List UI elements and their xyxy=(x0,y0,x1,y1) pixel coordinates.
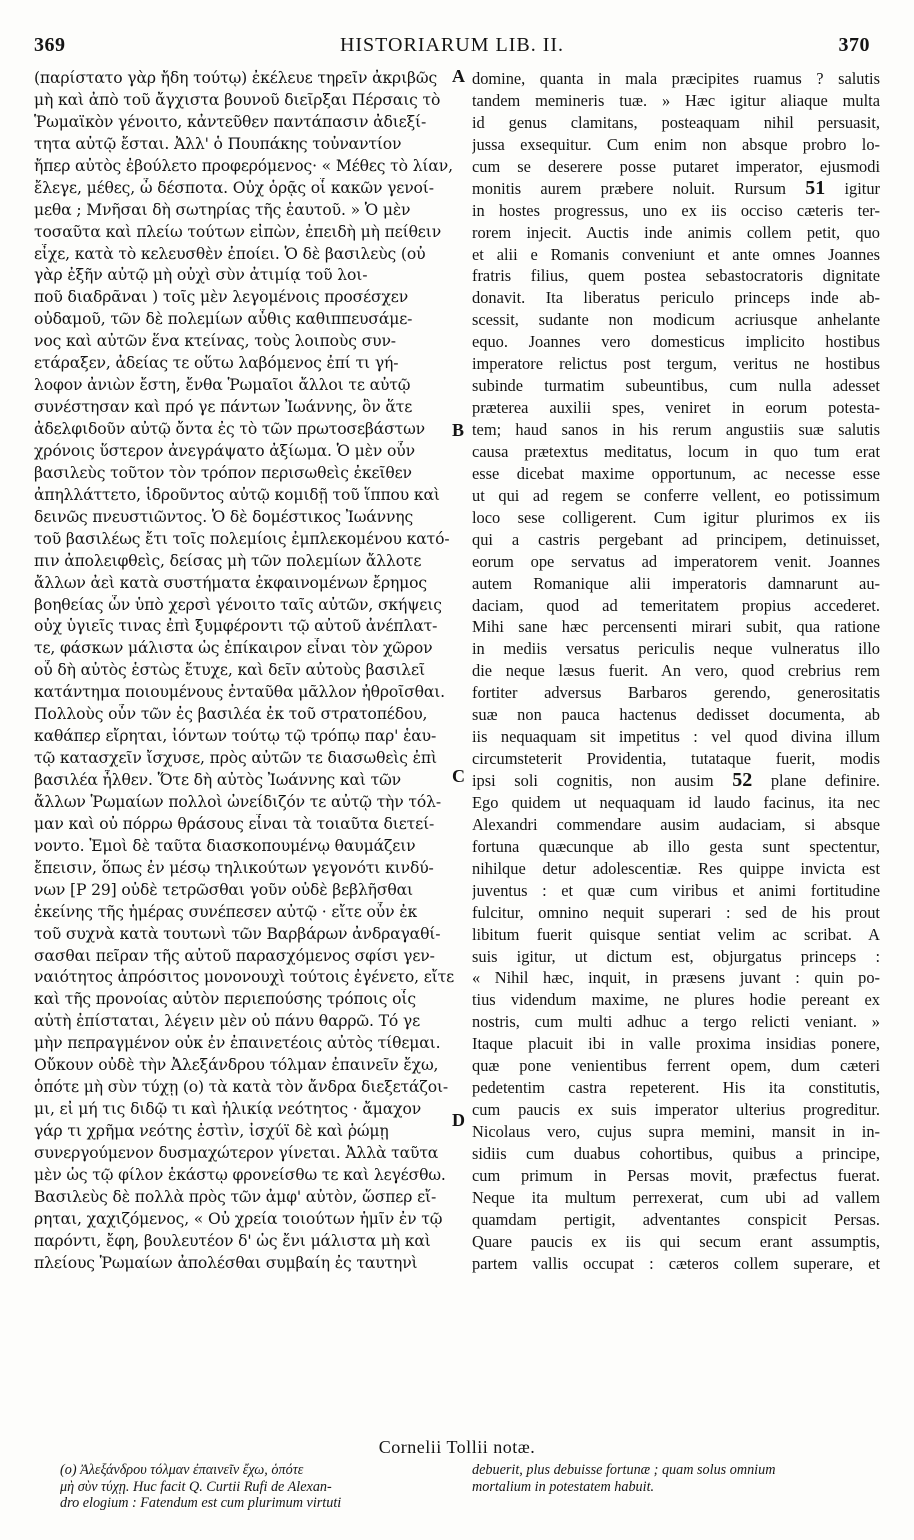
greek-text-line: μὴ καὶ ἀπὸ τοῦ ἄγχιστα βουνοῦ διεῖρξαι Πέρσαις τὸ xyxy=(34,90,441,109)
latin-text-line: sidiis cum duabus cohortibus, quibus a principe, xyxy=(472,1143,880,1163)
greek-text-line: αὐτὴ ἐπίσταται, λέγειν μὲν οὐ πάνυ θαρρῶ. Τό γε xyxy=(34,1012,420,1031)
greek-text-line: παρόντι, ἔφη, βουλευτέον δ' ὡς ἔνι μάλιστα μὴ καὶ xyxy=(34,1231,431,1250)
latin-text-line: Nicolaus vero, cujus supra memini, mansit in in- xyxy=(472,1122,880,1141)
latin-text-line: equo. Joannes vero domesticus implicito hostibus xyxy=(472,332,880,352)
greek-text-line: οὐδαμοῦ, τῶν δὲ πολεμίων αὖθις καθιππευσάμε- xyxy=(34,310,413,329)
latin-text-line: suis igitur, ut dictum est, objurgatus princeps : xyxy=(472,946,880,966)
margin-marker-c: C xyxy=(452,766,465,786)
latin-text-line: circumsteterit Providentia, tutataque fuerit, modis xyxy=(472,749,880,769)
note-line: μὴ σὺν τύχῃ. Huc facit Q. Curtii Rufi de Alexan- xyxy=(60,1478,332,1495)
page-reference-number: 51 xyxy=(805,177,826,199)
latin-text-line: nostris, cum multi adhuc a tergo relicti veniant. » xyxy=(472,1012,880,1032)
latin-text-line: esse dicebat maxime opportunum, ac necesse esse xyxy=(472,463,880,483)
margin-marker-d: D xyxy=(452,1110,465,1130)
latin-text-line: tem; haud sanos in his rerum angustiis suæ salutis xyxy=(472,420,880,439)
latin-text-line: monitis aurem præbere noluit. Rursum 51 igitur xyxy=(472,177,880,199)
note-line: mortalium in potestatem habuit. xyxy=(472,1478,655,1495)
greek-text-line: λοφον ἀνιὼν ἔστη, ἔνθα Ῥωμαῖοι ἄλλοι τε αὐτῷ xyxy=(34,376,411,395)
greek-text-line: μὲν ὡς τῷ φίλον ἑκάστῳ φρονείσθω τε καὶ λεγέσθω. xyxy=(34,1165,446,1184)
greek-text-line: μι, εἰ μή τις διδῷ τι καὶ ἡλικίᾳ νεότητος · ἄμαχον xyxy=(34,1100,422,1119)
page-reference-number: 52 xyxy=(732,770,753,791)
latin-text-line: in hostes progressus, uno ex iis occiso cæteris ter- xyxy=(472,200,880,220)
latin-text-line: loco sese colligerent. Cum igitur plurimos ex iis xyxy=(472,507,880,527)
greek-text-line: καθάπερ εἴρηται, ἰόντων τούτῳ τῷ τρόπῳ παρ' ἑαυ- xyxy=(34,727,437,746)
greek-text-line: Οὔκουν οὐδὲ τὴν Ἀλεξάνδρου τόλμαν ἐπαινεῖν ἔχω, xyxy=(34,1056,439,1075)
greek-text-line: τῷ κατασχεῖν ἴσχυσε, πρὸς αὐτῶν τε διασωθεὶς ἐπὶ xyxy=(34,749,437,768)
greek-text-line: Ῥωμαϊκὸν γένοιτο, κἀντεῦθεν παντάπασιν ἀδιεξί- xyxy=(34,112,427,131)
greek-text-line: χρόνοις ὕστερον ἀνεγράψατο ἀξίωμα. Ὁ μὲν οὖν xyxy=(34,441,415,460)
latin-text-line: causa prætextus meditatus, locum in quo tum erat xyxy=(472,441,880,461)
latin-text-line: præterea auxilii spes, veniret in eorum potesta- xyxy=(472,398,880,418)
notes-title: Cornelii Tollii notæ. xyxy=(378,1437,536,1457)
latin-text-line: autem Romanique alii imperatoris damnarunt au- xyxy=(472,573,880,593)
notes-left-column xyxy=(60,1462,452,1512)
greek-text-line: ἀπηλλάττετο, ἱδροῦντος αὐτῷ κομιδῇ τοῦ ἵππου καὶ xyxy=(34,485,440,504)
greek-text-line: μὴν πεπραγμένον οὐκ ἐν ἐπαινετέοις αὐτὸς τίθεμαι. xyxy=(34,1034,441,1053)
greek-text-line: ναιότητος ἀπρόσιτος μονονουχὶ τούτοις ἐγένετο, εἴτε xyxy=(34,968,455,987)
latin-text-line: « Nihil hæc, inquit, in præsens juvant : quin po- xyxy=(472,968,880,988)
greek-text-line: ετάραξεν, ἀδείας τε οὕτω λαβόμενος ἐπί τι γή- xyxy=(34,354,399,373)
latin-text-line: fortiter adversus Barbaros gerendo, generositatis xyxy=(472,683,880,703)
latin-text-line: fulcitur, omnino nequit superari : sed de his prout xyxy=(472,902,880,922)
latin-text-line: libitum fuerit quisque sentiat velim ac scribat. A xyxy=(472,924,880,944)
note-line: (o) Ἀλεξάνδρου τόλμαν ἐπαινεῖν ἔχω, ὁπότε xyxy=(60,1462,304,1478)
greek-text-line: ἄλλων Ῥωμαίων πολλοὶ ὠνείδιζόν τε αὐτῷ τὴν τόλ- xyxy=(34,792,441,811)
greek-text-line: οὐχ ὑγιεῖς τινας ἐπὶ ξυμφέροντι τῷ αὐτοῦ ἀνέπλατ- xyxy=(34,617,438,636)
greek-text-line: καὶ τῆς προνοίας αὐτὸν περιεπούσης τρόποις οἷς xyxy=(34,990,416,1009)
greek-text-line: ἤπερ αὐτὸς ἐβούλετο προφερόμενος· « Μέθες τὸ λίαν, xyxy=(34,156,453,175)
latin-text-line: cum paucis ex suis imperator ulterius progreditur. xyxy=(472,1100,880,1120)
greek-text-line: ἄλλων ἀεὶ κατὰ συστήματα ἐκφαινομένων ἔρημος xyxy=(34,573,427,592)
latin-text-line: daciam, quod ad temeritatem propius accederet. xyxy=(472,595,880,615)
running-title: HISTORIARUM LIB. II. xyxy=(339,34,565,56)
latin-text-line: Quare paucis ex iis qui secum erant assumptis, xyxy=(472,1231,880,1251)
latin-text-line: domine, quanta in mala præcipites ruamus ? salutis xyxy=(472,69,880,88)
latin-text-line: jussa exsequitur. Cum enim non absque probro lo- xyxy=(472,134,880,154)
latin-text-line: rorem injecit. Auctis inde animis collem petit, quo xyxy=(472,222,880,242)
greek-text-line: τητα αὐτῷ ἔσται. Ἀλλ' ὁ Πουπάκης τοὐναντίον xyxy=(34,134,402,153)
latin-text-line: nihilque detur adolescentiæ. Res quippe invicta est xyxy=(472,858,880,878)
greek-text-line: ποῦ διαδρᾶναι ) τοῖς μὲν λεγομένοις προσέσχεν xyxy=(34,288,409,307)
latin-text-line: pedetentim castra repeterent. His ita constitutis, xyxy=(472,1078,880,1098)
note-line: debuerit, plus debuisse fortunæ ; quam solus omnium xyxy=(472,1462,776,1478)
latin-text-line: qui a castris pergebant ad principem, detinuisset, xyxy=(472,529,880,549)
latin-text-line: eorum ope servatus ad imperatorem venit. Joannes xyxy=(472,551,880,571)
greek-text-column xyxy=(34,68,455,1275)
page-header xyxy=(34,34,870,60)
latin-text-line: subinde turmatim subeuntibus, cum nulla adesset xyxy=(472,376,880,396)
page-number-right: 370 xyxy=(838,34,870,56)
latin-text-line: suæ non pauca hactenus dedisset documenta, ab xyxy=(472,705,880,725)
latin-text-line: Mihi sane hæc percensenti mirari subit, qua ratione xyxy=(472,617,880,637)
page-number-left: 369 xyxy=(34,34,66,56)
latin-text-line: in mediis versatus periculis neque vulneratus illo xyxy=(472,639,880,659)
margin-marker-a: A xyxy=(452,66,465,86)
margin-marker-b: B xyxy=(452,420,465,440)
greek-text-line: εἶχε, κατὰ τὸ κελευσθὲν ἐποίει. Ὁ δὲ βασιλεὺς (οὐ xyxy=(34,244,426,263)
latin-text-line: et alii e Romanis conveniunt et ante omnes Joannes xyxy=(472,244,880,264)
latin-text-line: donavit. Ita liberatus periculo princeps inde ab- xyxy=(472,288,880,308)
greek-text-line: Βασιλεὺς δὲ πολλὰ πρὸς τῶν ἀμφ' αὐτὸν, ὥσπερ εἴ- xyxy=(34,1187,437,1206)
greek-text-line: τοῦ βασιλέως ἔτι τοῖς πολεμίοις ἐμπλεκομένου κατό- xyxy=(34,529,450,548)
greek-text-line: τοσαῦτα καὶ πλείω τούτων εἰπὼν, ἐπειδὴ μὴ πείθειν xyxy=(34,222,442,241)
greek-text-line: πλείους Ῥωμαίων ἀπολέσθαι συμβαίη ἐς ταυτηνὶ xyxy=(34,1253,418,1272)
note-line: dro elogium : Fatendum est cum plurimum virtuti xyxy=(60,1495,342,1511)
latin-text-line: ut qui ad regem se conferre vellent, eo potissimum xyxy=(472,485,880,505)
greek-text-line: βοηθείας ὧν ὑπὸ χερσὶ γένοιτο ταῖς αὐτῶν, σκήψεις xyxy=(34,595,442,614)
greek-text-line: τε, φάσκων μάλιστα ὡς ἐπίκαιρον εἶναι τὸν χῶρον xyxy=(34,639,433,658)
latin-text-line: Itaque placuit ibi in valle proxima insidias ponere, xyxy=(472,1034,880,1054)
latin-text-line: cum primum in Persas movit, præfectus fuerat. xyxy=(472,1165,880,1185)
latin-text-line: cum se deserere posse putaret imperator, ejusmodi xyxy=(472,156,880,176)
latin-text-line: iis nequaquam sit impetitus : vel quod divina illum xyxy=(472,727,880,747)
latin-text-line: imperatore relictus post tergum, veritus ne hostibus xyxy=(472,354,880,374)
greek-text-line: μαν καὶ οὐ πόρρω θράσους εἶναι τὰ τοιαῦτα διετεί- xyxy=(34,814,435,833)
latin-text-line: die neque læsus fuerit. An vero, quod crebrius rem xyxy=(472,661,880,681)
latin-text-column xyxy=(472,68,880,1275)
greek-text-line: νων [P 29] οὐδὲ τετρῶσθαι γοῦν οὐδὲ βεβλῆσθαι xyxy=(34,880,413,899)
greek-text-line: ὁπότε μὴ σὺν τύχῃ (o) τὰ κατὰ τὸν ἄνδρα διεξετάζοι- xyxy=(34,1078,449,1097)
latin-text-line: id genus clamitans, posteaquam nihil persuasit, xyxy=(472,112,880,132)
greek-text-line: δεινῶς πνευστιῶντος. Ὁ δὲ δομέστικος Ἰωάννης xyxy=(34,507,414,526)
latin-text-line: Ego quidem ut nequaquam id laudo facinus, ita nec xyxy=(472,792,880,812)
latin-text-line: scessit, sudante non modicum acriusque anhelante xyxy=(472,310,880,330)
greek-text-line: κατάντημα ποιουμένους ἐνταῦθα μᾶλλον ἠθροῖσθαι. xyxy=(34,683,445,702)
latin-text-line: fortuna quæcunque ab illo gesta sunt spectentur, xyxy=(472,836,880,856)
greek-text-line: οὗ δὴ αὐτὸς ἑστὼς ἔτυχε, καὶ δεῖν αὐτοὺς βασιλεῖ xyxy=(34,661,425,680)
latin-text-line: fratris filius, quem postea sebastocratoris dignitate xyxy=(472,266,880,286)
greek-text-line: γάρ τι χρῆμα νεότης ἐστὶν, ἰσχύϊ δὲ καὶ ῥώμῃ xyxy=(34,1122,389,1140)
latin-text-line: partem vallis occupat : cæteros collem superare, et xyxy=(472,1253,880,1273)
latin-text-line: juventus : et quæ cum viribus et animi fortitudine xyxy=(472,880,880,900)
latin-text-line: Neque ita multum perrexerat, cum ubi ad vallem xyxy=(472,1187,880,1207)
greek-text-line: συνεργούμενον δυσμαχώτερον γίνεται. Ἀλλὰ ταῦτα xyxy=(34,1143,439,1162)
greek-text-line: σασθαι πεῖραν τῆς αὐτοῦ παρασχόμενος σφίσι γεν- xyxy=(34,946,435,965)
greek-text-line: νοντο. Ἐμοὶ δὲ ταῦτα διασκοπουμένῳ θαυμάζειν xyxy=(34,836,416,855)
latin-text-line: tius videndum maxime, ne plures hodie pereant ex xyxy=(472,990,880,1010)
greek-text-line: ἐκείνης τῆς ἡμέρας συνέπεσεν αὐτῷ · εἴτε οὖν ἐκ xyxy=(34,902,418,921)
latin-text-line: Alexandri commendare ausim audaciam, si absque xyxy=(472,814,880,834)
greek-text-line: ἔλεγε, μέθες, ὦ δέσποτα. Οὐχ ὁρᾷς οἷ κακῶν γενοί- xyxy=(34,178,434,197)
latin-text-line: quamdam pertigit, adventantes conspicit Persas. xyxy=(472,1209,880,1229)
greek-text-line: συνέστησαν καὶ πρό γε πάντων Ἰωάννης, ὃν ἅτε xyxy=(34,398,413,417)
greek-text-line: ἔπεισιν, ὅπως ἐν μέσῳ τηλικούτων γεγονότι κινδύ- xyxy=(34,858,434,877)
greek-text-line: (παρίστατο γὰρ ἤδη τούτῳ) ἐκέλευε τηρεῖν ἀκριβῶς xyxy=(34,69,438,87)
greek-text-line: βασιλεὺς τοῦτον τὸν τρόπον περισωθεὶς ἐκεῖθεν xyxy=(34,463,412,482)
greek-text-line: Πολλοὺς οὖν τῶν ἐς βασιλέα ἐκ τοῦ στρατοπέδου, xyxy=(34,705,428,724)
latin-text-line: ipsi soli cognitis, non ausim 52 plane definire. xyxy=(472,770,880,791)
greek-text-line: τοῦ συχνὰ κατὰ τουτωνὶ τῶν Βαρβάρων ἀνδραγαθί- xyxy=(34,924,441,943)
greek-text-line: γὰρ ἐξῆν αὐτῷ μὴ οὐχὶ σὺν ἀτιμίᾳ τοῦ λοι- xyxy=(34,266,368,285)
greek-text-line: βασιλέα ἦλθεν. Ὅτε δὴ αὐτὸς Ἰωάννης καὶ τῶν xyxy=(34,771,402,789)
greek-text-line: ρηται, χαχιζόμενος, « Οὐ χρεία τοιούτων ἡμῖν ἐν τῷ xyxy=(34,1209,443,1228)
latin-text-line: quæ pone venientibus ferrent opem, dum cæteri xyxy=(472,1056,880,1076)
latin-text-line: tandem memineris tuæ. » Hæc igitur aliaque multa xyxy=(472,90,880,110)
greek-text-line: ἀδελφιδοῦν αὐτῷ ὄντα ἐς τὸ τῶν πρωτοσεβάστων xyxy=(34,420,425,438)
greek-text-line: πιν ἀπολειφθεὶς, δείσας μὴ τῶν πολεμίων ἄλλοτε xyxy=(34,551,422,570)
notes-right-column xyxy=(472,1462,882,1495)
greek-text-line: μεθα ; Μνῆσαι δὴ σωτηρίας τῆς ἑαυτοῦ. » Ὁ μὲν xyxy=(34,200,411,219)
greek-text-line: νος καὶ αὐτῶν ἕνα κτείνας, τοὺς λοιποὺς συν- xyxy=(34,332,396,351)
